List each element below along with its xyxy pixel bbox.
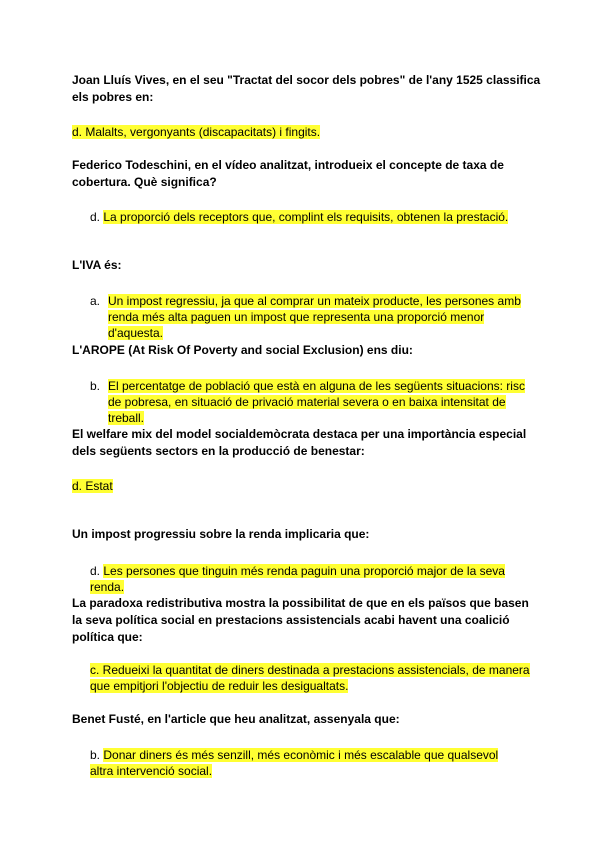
answer-8 bbox=[90, 747, 515, 779]
answer-3-text: Un impost regressiu, ja que al comprar un mateix producte, les persones amb renda més alta paguen un impost que representa una proporció menor d'aquesta. bbox=[108, 294, 521, 340]
answer-2-marker: d. bbox=[90, 210, 101, 224]
answer-4-marker: b. bbox=[90, 379, 101, 393]
question-7: La paradoxa redistributiva mostra la possibilitat de que en els països que basen la seva política social en prestacions assistencials acabi havent una coalició política que: bbox=[72, 596, 529, 644]
answer-8-marker: b. bbox=[90, 748, 101, 762]
answer-4 bbox=[90, 378, 530, 426]
answer-6-text: Les persones que tinguin més renda paguin una proporció major de la seva renda. bbox=[90, 564, 505, 594]
question-5: El welfare mix del model socialdemòcrata destaca per una importància especial dels següents sectors en la producció de benestar: bbox=[72, 427, 527, 458]
question-6: Un impost progressiu sobre la renda implicaria que: bbox=[72, 527, 370, 541]
question-4: L'AROPE (At Risk Of Poverty and social Exclusion) ens diu: bbox=[72, 343, 413, 357]
answer-3-marker: a. bbox=[90, 294, 101, 308]
answer-8-text: Donar diners és més senzill, més econòmic i més escalable que qualsevol altra intervenció social. bbox=[90, 748, 499, 778]
question-3: L'IVA és: bbox=[72, 258, 122, 272]
answer-5 bbox=[72, 478, 542, 494]
answer-2 bbox=[90, 209, 520, 225]
answer-1 bbox=[72, 124, 542, 140]
answer-3 bbox=[90, 293, 530, 341]
answer-2-text: La proporció dels receptors que, complint els requisits, obtenen la prestació. bbox=[103, 210, 509, 224]
answer-7-text: c. Redueixi la quantitat de diners destinada a prestacions assistencials, de manera que empitjori l'objectiu de reduir les desigualtats. bbox=[90, 663, 530, 693]
answer-4-text: El percentatge de població que està en alguna de les següents situacions: risc de pobresa, en situació de privació material severa o en baixa intensitat de treball. bbox=[108, 379, 525, 425]
answer-7 bbox=[72, 662, 530, 694]
answer-6 bbox=[90, 563, 530, 595]
question-1: Joan Lluís Vives, en el seu "Tractat del socor dels pobres" de l'any 1525 classifica els pobres en: bbox=[72, 73, 541, 104]
question-2: Federico Todeschini, en el vídeo analitzat, introdueix el concepte de taxa de cobertura. Què significa? bbox=[72, 158, 504, 189]
answer-1-text: d. Malalts, vergonyants (discapacitats) i fingits. bbox=[72, 125, 321, 139]
answer-6-marker: d. bbox=[90, 564, 101, 578]
answer-5-text: d. Estat bbox=[72, 479, 113, 493]
question-8: Benet Fusté, en l'article que heu analitzat, assenyala que: bbox=[72, 712, 400, 726]
